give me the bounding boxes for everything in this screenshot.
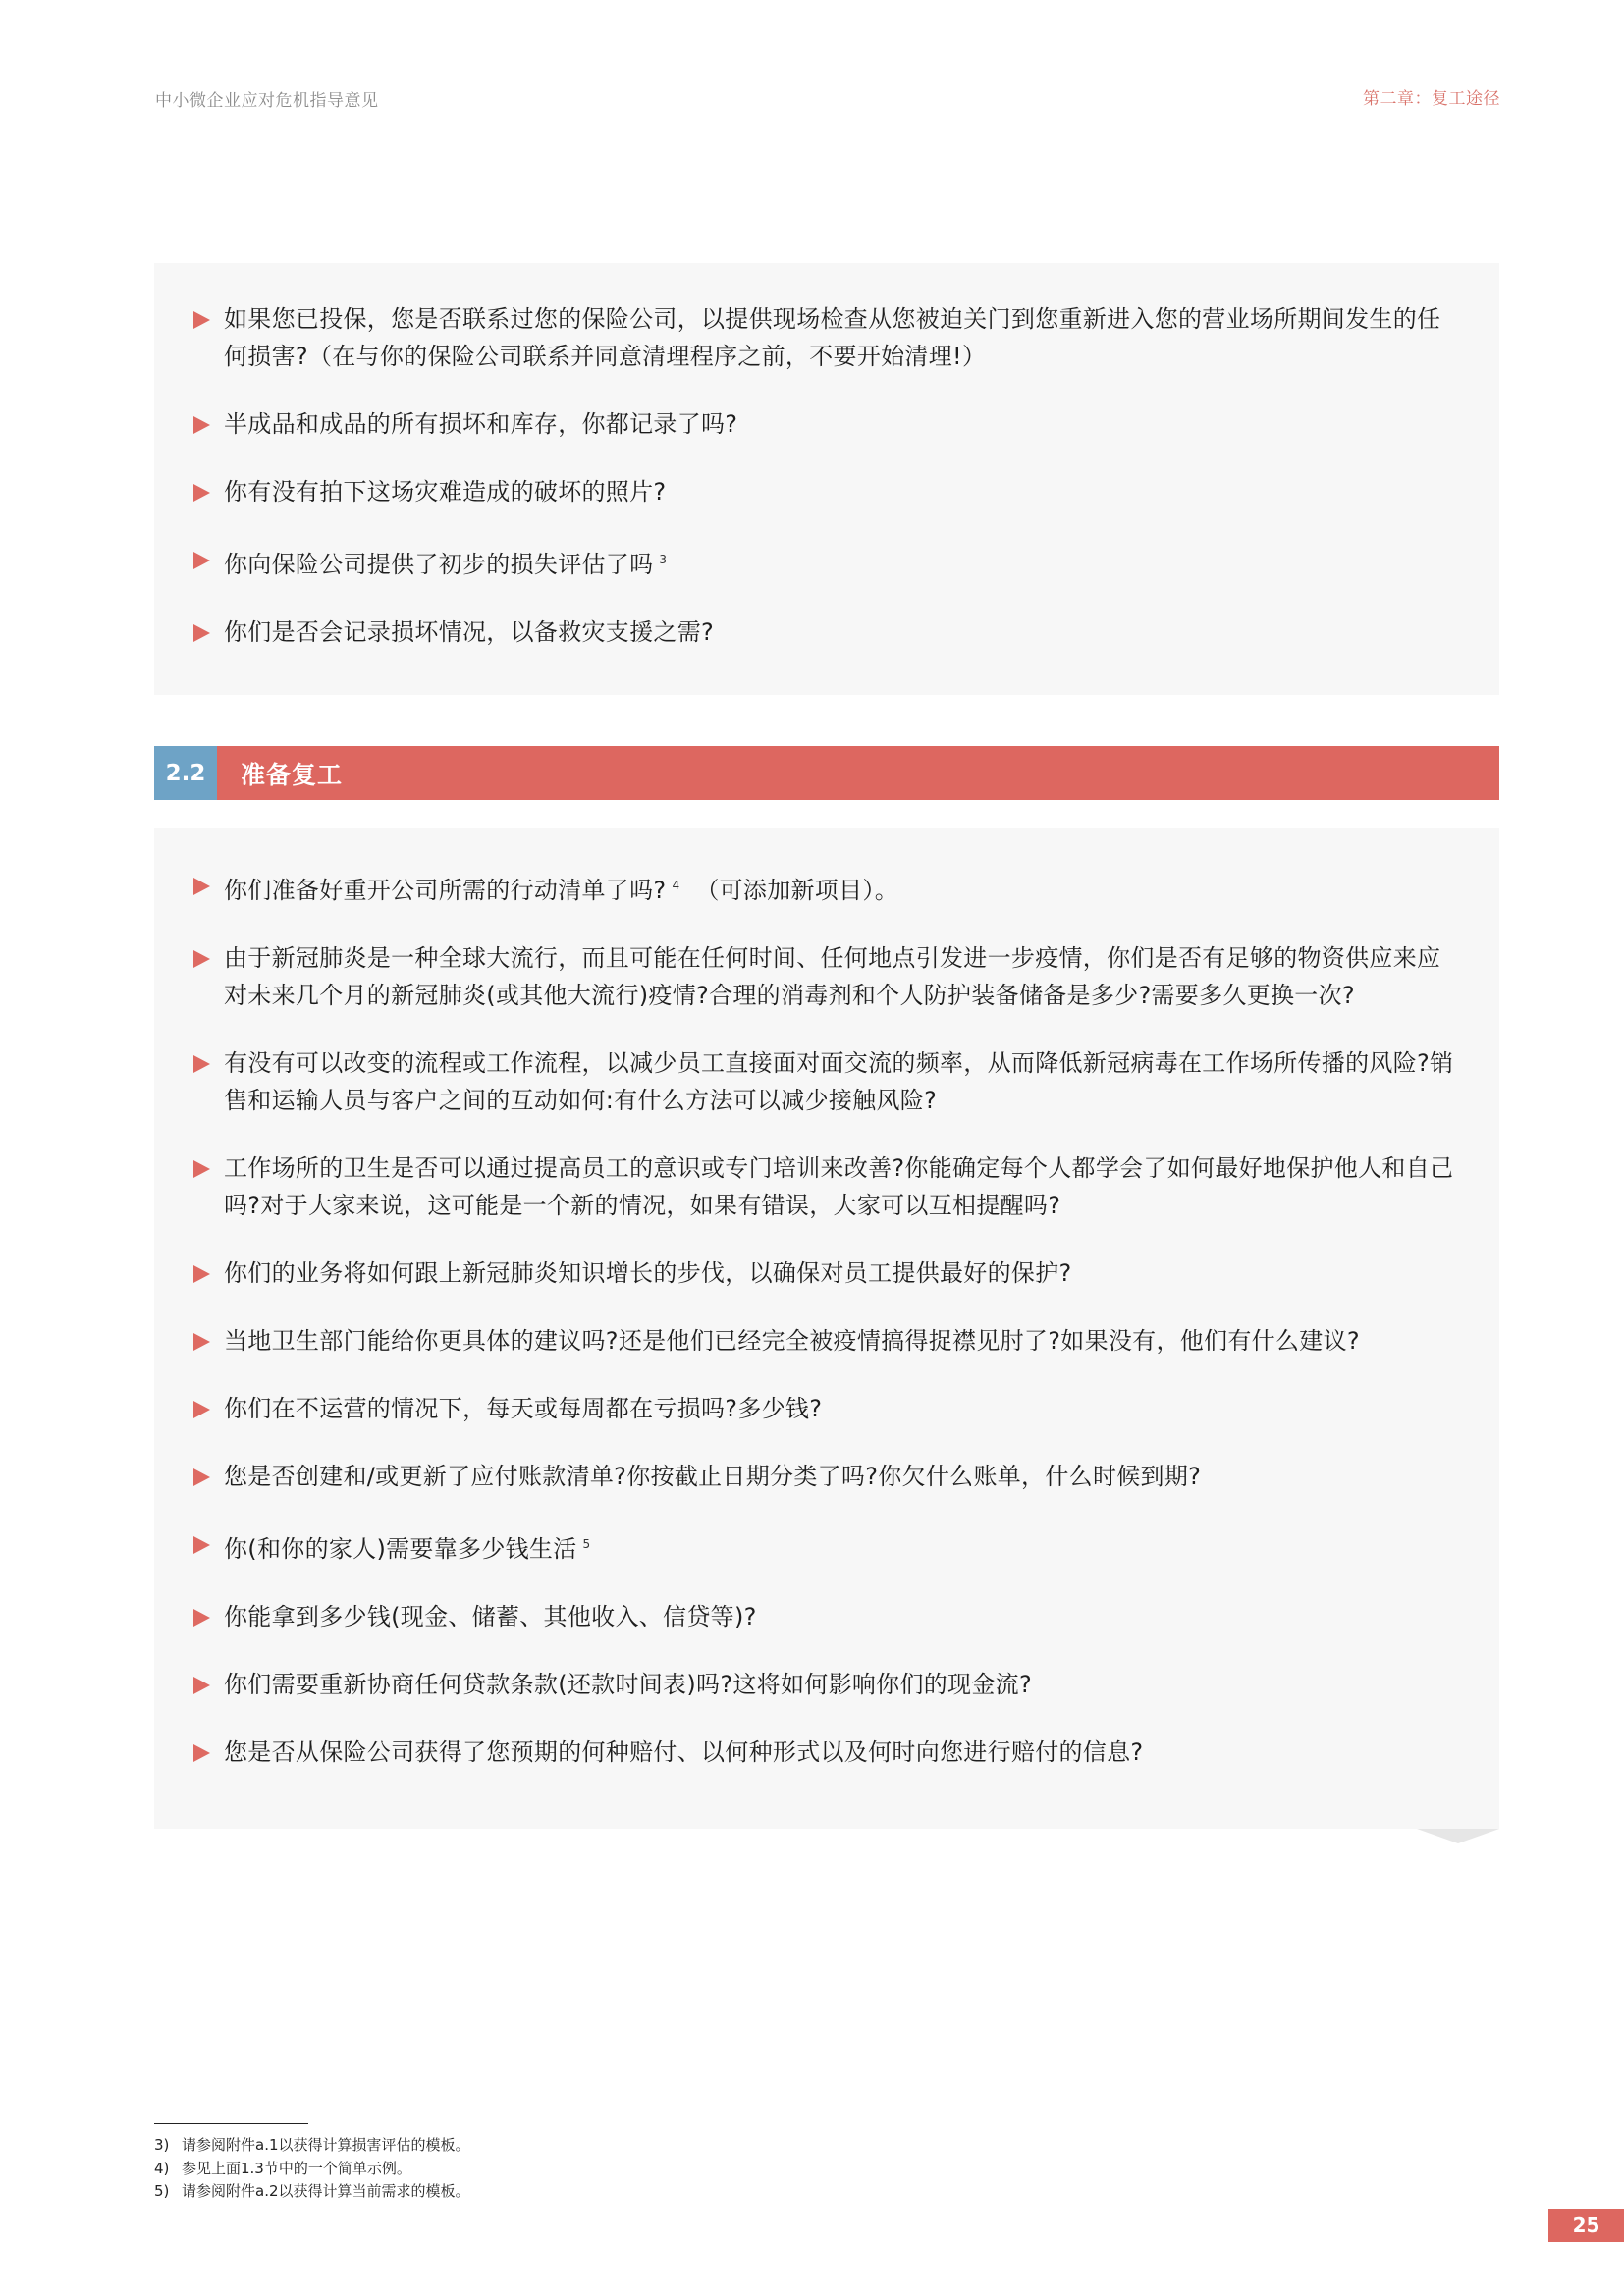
item-text-suffix: （可添加新项目）。: [695, 877, 899, 904]
list-item: [154, 473, 1499, 510]
footnote-number: 3): [154, 2136, 170, 2154]
triangle-bullet-icon: [193, 311, 210, 329]
item-text: 当地卫生部门能给你更具体的建议吗?还是他们已经完全被疫情搞得捉襟见肘了?如果没有，他们有什么建议?: [224, 1327, 1360, 1355]
triangle-bullet-icon: [193, 1333, 210, 1351]
footnote: [154, 2134, 470, 2158]
list-item: [154, 614, 1499, 651]
list-item: [154, 1255, 1499, 1292]
footnote: [154, 2180, 470, 2204]
triangle-bullet-icon: [193, 1468, 210, 1486]
item-text: 你们是否会记录损坏情况，以备救灾支援之需?: [224, 618, 715, 646]
triangle-bullet-icon: [193, 1609, 210, 1627]
list-item: [154, 1149, 1499, 1224]
footnote-number: 4): [154, 2159, 170, 2177]
item-text: 你能拿到多少钱(现金、储蓄、其他收入、信贷等)?: [224, 1603, 757, 1630]
footnote-ref[interactable]: 5: [582, 1537, 591, 1551]
list-item: [154, 1598, 1499, 1635]
triangle-bullet-icon: [193, 1536, 210, 1554]
checklist-box-insurance: [154, 263, 1499, 695]
list-item: [154, 939, 1499, 1014]
triangle-bullet-icon: [193, 484, 210, 502]
section-title: 准备复工: [241, 760, 344, 789]
triangle-bullet-icon: [193, 950, 210, 968]
item-text: 有没有可以改变的流程或工作流程，以减少员工直接面对面交流的频率，从而降低新冠病毒在工作场所传播的风险?销售和运输人员与客户之间的互动如何:有什么方法可以减少接触风险?: [224, 1049, 1454, 1114]
footnote-number: 5): [154, 2182, 170, 2200]
footnote-divider: [154, 2123, 308, 2124]
footnote-text: 参见上面1.3节中的一个简单示例。: [182, 2159, 411, 2177]
continue-arrow-icon: [1417, 1829, 1499, 1843]
list-item: [154, 1322, 1499, 1360]
list-item: [154, 1044, 1499, 1119]
section-header: [154, 746, 1499, 800]
item-text: 你们的业务将如何跟上新冠肺炎知识增长的步伐，以确保对员工提供最好的保护?: [224, 1259, 1072, 1287]
item-text: 您是否创建和/或更新了应付账款清单?你按截止日期分类了吗?你欠什么账单，什么时候到期?: [224, 1463, 1202, 1490]
triangle-bullet-icon: [193, 552, 210, 569]
footnote-text: 请参阅附件a.2以获得计算当前需求的模板。: [182, 2182, 470, 2200]
list-item: [154, 1666, 1499, 1703]
item-text: 你向保险公司提供了初步的损失评估了吗: [224, 551, 654, 578]
list-item: [154, 300, 1499, 375]
item-text: 你(和你的家人)需要靠多少钱生活: [224, 1535, 577, 1563]
footnote: [154, 2158, 470, 2181]
triangle-bullet-icon: [193, 1160, 210, 1178]
page-number: 25: [1548, 2209, 1624, 2242]
triangle-bullet-icon: [193, 878, 210, 895]
list-item: [154, 1458, 1499, 1495]
item-text: 你们准备好重开公司所需的行动清单了吗?: [224, 877, 667, 904]
triangle-bullet-icon: [193, 1055, 210, 1073]
footnote-ref[interactable]: 4: [672, 879, 680, 892]
triangle-bullet-icon: [193, 624, 210, 642]
list-item: [154, 1525, 1499, 1568]
footnote-text: 请参阅附件a.1以获得计算损害评估的模板。: [182, 2136, 470, 2154]
triangle-bullet-icon: [193, 1265, 210, 1283]
triangle-bullet-icon: [193, 1401, 210, 1418]
triangle-bullet-icon: [193, 1677, 210, 1694]
list-item: [154, 541, 1499, 583]
item-text: 工作场所的卫生是否可以通过提高员工的意识或专门培训来改善?你能确定每个人都学会了如何最好地保护他人和自己吗?对于大家来说，这可能是一个新的情况，如果有错误，大家可以互相提醒吗?: [224, 1154, 1454, 1219]
running-head-title: 中小微企业应对危机指导意见: [155, 91, 379, 111]
item-text: 你有没有拍下这场灾难造成的破坏的照片?: [224, 478, 667, 506]
list-item: [154, 867, 1499, 909]
item-text: 你们需要重新协商任何贷款条款(还款时间表)吗?这将如何影响你们的现金流?: [224, 1671, 1033, 1698]
footnote-ref[interactable]: 3: [659, 553, 668, 566]
list-item: [154, 1734, 1499, 1771]
item-text: 你们在不运营的情况下，每天或每周都在亏损吗?多少钱?: [224, 1395, 823, 1422]
item-text: 如果您已投保，您是否联系过您的保险公司，以提供现场检查从您被迫关门到您重新进入您的营业场所期间发生的任何损害?（在与你的保险公司联系并同意清理程序之前，不要开始清理!）: [224, 305, 1441, 370]
item-text: 您是否从保险公司获得了您预期的何种赔付、以何种形式以及何时向您进行赔付的信息?: [224, 1738, 1144, 1766]
checklist-box-reopening: [154, 828, 1499, 1829]
triangle-bullet-icon: [193, 1744, 210, 1762]
section-number: 2.2: [154, 746, 217, 800]
item-text: 由于新冠肺炎是一种全球大流行，而且可能在任何时间、任何地点引发进一步疫情，你们是否有足够的物资供应来应对未来几个月的新冠肺炎(或其他大流行)疫情?合理的消毒剂和个人防护装备储备是多少?需要多久更换一次?: [224, 944, 1441, 1009]
footnotes: [154, 2134, 470, 2204]
item-text: 半成品和成品的所有损坏和库存，你都记录了吗?: [224, 410, 738, 438]
list-item: [154, 1390, 1499, 1427]
triangle-bullet-icon: [193, 416, 210, 434]
list-item: [154, 405, 1499, 443]
running-head-chapter: 第二章：复工途径: [1363, 89, 1500, 109]
